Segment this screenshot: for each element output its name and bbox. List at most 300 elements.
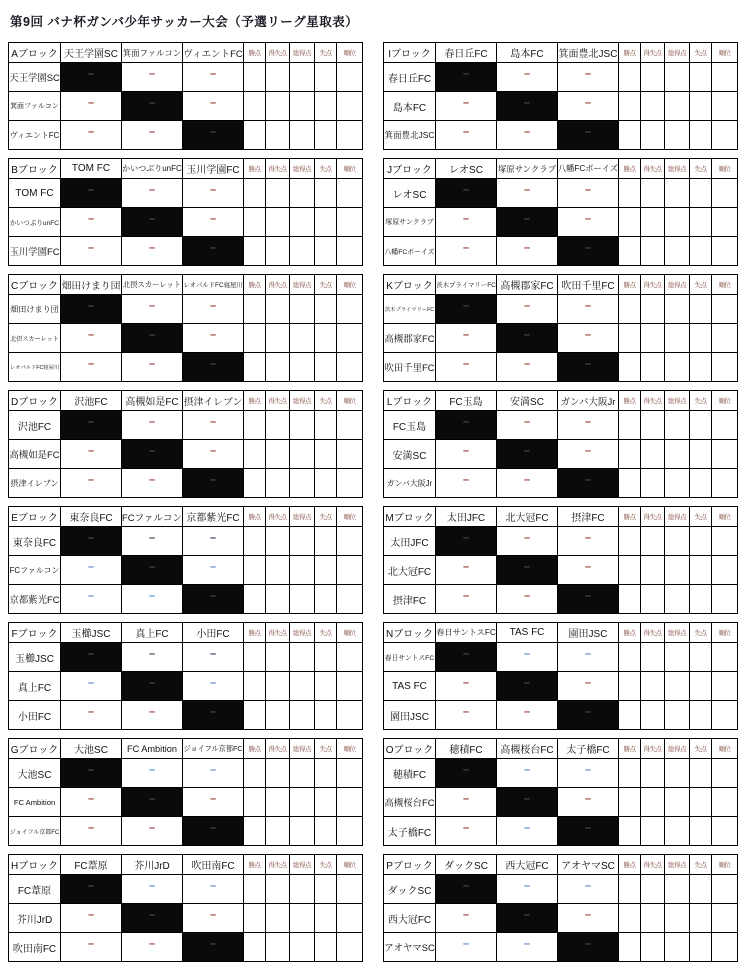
stat-value-cell bbox=[266, 527, 290, 556]
opponent-header: 安満SC bbox=[497, 391, 558, 411]
team-row bbox=[9, 933, 363, 962]
block-label: Eブロック bbox=[9, 507, 61, 527]
self-match-cell bbox=[122, 208, 183, 237]
unplayed-dash: – bbox=[462, 445, 470, 457]
stat-value-cell bbox=[619, 411, 641, 440]
stat-value-cell bbox=[337, 295, 363, 324]
block-label: Cブロック bbox=[9, 275, 61, 295]
stat-value-cell bbox=[337, 121, 363, 150]
result-cell bbox=[183, 759, 244, 788]
team-row-label: 東奈良FC bbox=[9, 527, 61, 556]
team-row-label: 八幡FCボーイズ bbox=[384, 237, 436, 266]
stat-value-cell bbox=[641, 759, 665, 788]
stat-header: 得失点 bbox=[266, 739, 290, 759]
block-table-P bbox=[383, 854, 738, 962]
self-match-cell bbox=[436, 875, 497, 904]
stat-value-cell bbox=[244, 585, 266, 614]
stat-header: 失点 bbox=[690, 159, 712, 179]
team-row-label: 太子橋FC bbox=[384, 817, 436, 846]
result-cell bbox=[61, 904, 122, 933]
stat-header: 失点 bbox=[690, 43, 712, 63]
stat-value-cell bbox=[244, 556, 266, 585]
team-row-label: 塚原サンクラブ bbox=[384, 208, 436, 237]
self-match-cell bbox=[61, 643, 122, 672]
stat-value-cell bbox=[712, 643, 738, 672]
team-row-label: 太田JFC bbox=[384, 527, 436, 556]
stat-value-cell bbox=[315, 208, 337, 237]
stat-value-cell bbox=[619, 295, 641, 324]
self-match-cell bbox=[497, 904, 558, 933]
stat-value-cell bbox=[665, 324, 690, 353]
stat-value-cell bbox=[690, 121, 712, 150]
stat-value-cell bbox=[712, 788, 738, 817]
stat-value-cell bbox=[690, 411, 712, 440]
opponent-header: 島本FC bbox=[497, 43, 558, 63]
stat-header: 失点 bbox=[690, 391, 712, 411]
opponent-header: 箕面豊北JSC bbox=[558, 43, 619, 63]
team-row-label: 園田JSC bbox=[384, 701, 436, 730]
unplayed-dash: – bbox=[584, 474, 592, 486]
stat-value-cell bbox=[690, 440, 712, 469]
team-row-label: FC Ambition bbox=[9, 788, 61, 817]
stat-header: 総得点 bbox=[290, 623, 315, 643]
result-cell bbox=[122, 411, 183, 440]
result-cell bbox=[497, 875, 558, 904]
result-cell bbox=[183, 295, 244, 324]
unplayed-dash: – bbox=[209, 648, 217, 660]
opponent-header: 芥川JrD bbox=[122, 855, 183, 875]
result-cell bbox=[122, 701, 183, 730]
opponent-header: 玉櫛JSC bbox=[61, 623, 122, 643]
stat-value-cell bbox=[244, 411, 266, 440]
stat-value-cell bbox=[665, 643, 690, 672]
team-row-label: 北大冠FC bbox=[384, 556, 436, 585]
team-row bbox=[9, 353, 363, 382]
unplayed-dash: – bbox=[148, 764, 156, 776]
self-match-cell bbox=[122, 92, 183, 121]
team-row bbox=[384, 527, 738, 556]
stat-header: 失点 bbox=[315, 391, 337, 411]
unplayed-dash: – bbox=[584, 126, 592, 138]
stat-value-cell bbox=[244, 788, 266, 817]
result-cell bbox=[558, 527, 619, 556]
stat-header: 勝点 bbox=[244, 275, 266, 295]
stat-value-cell bbox=[690, 92, 712, 121]
opponent-header: 吹田千里FC bbox=[558, 275, 619, 295]
result-cell bbox=[558, 643, 619, 672]
stat-header: 総得点 bbox=[290, 391, 315, 411]
stat-value-cell bbox=[712, 759, 738, 788]
stat-value-cell bbox=[315, 63, 337, 92]
team-row bbox=[384, 817, 738, 846]
unplayed-dash: – bbox=[209, 706, 217, 718]
unplayed-dash: – bbox=[523, 126, 531, 138]
stat-value-cell bbox=[641, 237, 665, 266]
stat-value-cell bbox=[665, 237, 690, 266]
stat-value-cell bbox=[665, 440, 690, 469]
self-match-cell bbox=[436, 643, 497, 672]
team-row-label: 北摂スカーレット bbox=[9, 324, 61, 353]
stat-header: 失点 bbox=[690, 739, 712, 759]
stat-value-cell bbox=[665, 208, 690, 237]
self-match-cell bbox=[558, 701, 619, 730]
self-match-cell bbox=[558, 353, 619, 382]
stat-value-cell bbox=[641, 701, 665, 730]
team-row bbox=[9, 469, 363, 498]
result-cell bbox=[61, 672, 122, 701]
self-match-cell bbox=[183, 585, 244, 614]
stat-value-cell bbox=[266, 440, 290, 469]
stat-value-cell bbox=[690, 353, 712, 382]
result-cell bbox=[436, 353, 497, 382]
unplayed-dash: – bbox=[584, 561, 592, 573]
stat-header: 総得点 bbox=[665, 159, 690, 179]
team-row-label: TOM FC bbox=[9, 179, 61, 208]
stat-header: 失点 bbox=[315, 43, 337, 63]
stat-value-cell bbox=[290, 759, 315, 788]
unplayed-dash: – bbox=[87, 97, 95, 109]
result-cell bbox=[436, 92, 497, 121]
unplayed-dash: – bbox=[87, 474, 95, 486]
stat-value-cell bbox=[244, 527, 266, 556]
block-table-M bbox=[383, 506, 738, 614]
stat-value-cell bbox=[290, 672, 315, 701]
stat-header: 総得点 bbox=[665, 739, 690, 759]
self-match-cell bbox=[497, 92, 558, 121]
stat-value-cell bbox=[266, 324, 290, 353]
stat-header: 失点 bbox=[690, 275, 712, 295]
team-row-label: レオパルドFC寝屋川 bbox=[9, 353, 61, 382]
unplayed-dash: – bbox=[584, 184, 592, 196]
self-match-cell bbox=[122, 904, 183, 933]
result-cell bbox=[183, 179, 244, 208]
result-cell bbox=[497, 817, 558, 846]
opponent-header: 八幡FCボーイズ bbox=[558, 159, 619, 179]
stat-value-cell bbox=[315, 469, 337, 498]
team-row-label: 摂津イレブン bbox=[9, 469, 61, 498]
stat-header: 勝点 bbox=[619, 507, 641, 527]
stat-value-cell bbox=[665, 92, 690, 121]
unplayed-dash: – bbox=[462, 126, 470, 138]
stat-value-cell bbox=[665, 701, 690, 730]
result-cell bbox=[183, 527, 244, 556]
unplayed-dash: – bbox=[462, 590, 470, 602]
stat-value-cell bbox=[712, 933, 738, 962]
result-cell bbox=[436, 237, 497, 266]
unplayed-dash: – bbox=[148, 97, 156, 109]
stat-value-cell bbox=[712, 92, 738, 121]
stat-value-cell bbox=[337, 440, 363, 469]
team-row-label: 玉川学園FC bbox=[9, 237, 61, 266]
stat-value-cell bbox=[619, 701, 641, 730]
stat-header: 得失点 bbox=[641, 159, 665, 179]
team-row bbox=[384, 759, 738, 788]
unplayed-dash: – bbox=[209, 300, 217, 312]
unplayed-dash: – bbox=[584, 300, 592, 312]
stat-value-cell bbox=[619, 672, 641, 701]
stat-value-cell bbox=[266, 92, 290, 121]
opponent-header: 北摂スカーレット bbox=[122, 275, 183, 295]
unplayed-dash: – bbox=[523, 764, 531, 776]
opponent-header: 畑田けまり団 bbox=[61, 275, 122, 295]
unplayed-dash: – bbox=[523, 561, 531, 573]
result-cell bbox=[558, 904, 619, 933]
stat-header: 失点 bbox=[690, 507, 712, 527]
result-cell bbox=[436, 324, 497, 353]
stat-value-cell bbox=[337, 933, 363, 962]
stat-header: 順位 bbox=[337, 43, 363, 63]
stat-header: 総得点 bbox=[665, 623, 690, 643]
stat-value-cell bbox=[619, 208, 641, 237]
unplayed-dash: – bbox=[462, 880, 470, 892]
block-table-E bbox=[8, 506, 363, 614]
unplayed-dash: – bbox=[523, 474, 531, 486]
result-cell bbox=[183, 411, 244, 440]
unplayed-dash: – bbox=[209, 822, 217, 834]
team-row bbox=[9, 556, 363, 585]
result-cell bbox=[558, 92, 619, 121]
self-match-cell bbox=[497, 208, 558, 237]
stat-header: 順位 bbox=[337, 159, 363, 179]
stat-header: 順位 bbox=[712, 43, 738, 63]
stat-header: 得失点 bbox=[641, 507, 665, 527]
team-row-label: かいつぶりunFC bbox=[9, 208, 61, 237]
self-match-cell bbox=[183, 237, 244, 266]
stat-value-cell bbox=[619, 324, 641, 353]
stat-header: 総得点 bbox=[290, 855, 315, 875]
result-cell bbox=[436, 469, 497, 498]
result-cell bbox=[436, 817, 497, 846]
opponent-header: レオパルドFC寝屋川 bbox=[183, 275, 244, 295]
team-row-label: 高槻桜台FC bbox=[384, 788, 436, 817]
stat-value-cell bbox=[641, 121, 665, 150]
stat-value-cell bbox=[665, 875, 690, 904]
stat-header: 順位 bbox=[712, 623, 738, 643]
unplayed-dash: – bbox=[87, 68, 95, 80]
result-cell bbox=[61, 701, 122, 730]
self-match-cell bbox=[436, 527, 497, 556]
stat-value-cell bbox=[315, 701, 337, 730]
opponent-header: TOM FC bbox=[61, 159, 122, 179]
stat-value-cell bbox=[665, 411, 690, 440]
self-match-cell bbox=[497, 324, 558, 353]
stat-value-cell bbox=[641, 440, 665, 469]
stat-value-cell bbox=[712, 208, 738, 237]
stat-value-cell bbox=[665, 556, 690, 585]
stat-value-cell bbox=[244, 208, 266, 237]
stat-value-cell bbox=[315, 933, 337, 962]
unplayed-dash: – bbox=[584, 445, 592, 457]
stat-value-cell bbox=[712, 875, 738, 904]
block-table-K bbox=[383, 274, 738, 382]
stat-header: 失点 bbox=[315, 507, 337, 527]
unplayed-dash: – bbox=[523, 97, 531, 109]
unplayed-dash: – bbox=[462, 677, 470, 689]
team-row-label: 箕面ファルコン bbox=[9, 92, 61, 121]
stat-value-cell bbox=[712, 63, 738, 92]
result-cell bbox=[61, 92, 122, 121]
stat-value-cell bbox=[690, 237, 712, 266]
stat-value-cell bbox=[641, 208, 665, 237]
stat-value-cell bbox=[619, 585, 641, 614]
unplayed-dash: – bbox=[584, 68, 592, 80]
stat-value-cell bbox=[244, 440, 266, 469]
team-row-label: ジョイフル京都FC bbox=[9, 817, 61, 846]
block-label: Oブロック bbox=[384, 739, 436, 759]
unplayed-dash: – bbox=[523, 793, 531, 805]
stat-value-cell bbox=[665, 121, 690, 150]
stat-header: 失点 bbox=[315, 275, 337, 295]
unplayed-dash: – bbox=[462, 909, 470, 921]
stat-value-cell bbox=[712, 701, 738, 730]
team-row bbox=[9, 788, 363, 817]
result-cell bbox=[558, 411, 619, 440]
stat-value-cell bbox=[315, 179, 337, 208]
unplayed-dash: – bbox=[523, 648, 531, 660]
stat-value-cell bbox=[337, 643, 363, 672]
unplayed-dash: – bbox=[523, 445, 531, 457]
stat-header: 得失点 bbox=[641, 275, 665, 295]
unplayed-dash: – bbox=[584, 532, 592, 544]
unplayed-dash: – bbox=[584, 677, 592, 689]
opponent-header: アオヤマSC bbox=[558, 855, 619, 875]
stat-header: 順位 bbox=[337, 275, 363, 295]
stat-value-cell bbox=[641, 295, 665, 324]
opponent-header: FC玉島 bbox=[436, 391, 497, 411]
blocks-grid bbox=[8, 42, 748, 970]
result-cell bbox=[558, 63, 619, 92]
team-row bbox=[9, 672, 363, 701]
team-row-label: 京都紫光FC bbox=[9, 585, 61, 614]
unplayed-dash: – bbox=[584, 358, 592, 370]
stat-value-cell bbox=[619, 469, 641, 498]
block-label: Mブロック bbox=[384, 507, 436, 527]
opponent-header: 真上FC bbox=[122, 623, 183, 643]
opponent-header: 園田JSC bbox=[558, 623, 619, 643]
self-match-cell bbox=[497, 440, 558, 469]
stat-header: 得失点 bbox=[266, 43, 290, 63]
team-row-label: ダックSC bbox=[384, 875, 436, 904]
result-cell bbox=[61, 121, 122, 150]
unplayed-dash: – bbox=[87, 880, 95, 892]
block-table-H bbox=[8, 854, 363, 962]
stat-header: 勝点 bbox=[244, 159, 266, 179]
unplayed-dash: – bbox=[462, 648, 470, 660]
stat-value-cell bbox=[244, 92, 266, 121]
stat-header: 勝点 bbox=[619, 391, 641, 411]
unplayed-dash: – bbox=[148, 213, 156, 225]
stat-value-cell bbox=[337, 904, 363, 933]
self-match-cell bbox=[61, 759, 122, 788]
team-row bbox=[9, 585, 363, 614]
unplayed-dash: – bbox=[148, 793, 156, 805]
unplayed-dash: – bbox=[209, 532, 217, 544]
opponent-header: 西大冠FC bbox=[497, 855, 558, 875]
stat-header: 順位 bbox=[712, 159, 738, 179]
stat-value-cell bbox=[665, 585, 690, 614]
stat-value-cell bbox=[641, 469, 665, 498]
block-table-A bbox=[8, 42, 363, 150]
unplayed-dash: – bbox=[209, 764, 217, 776]
result-cell bbox=[183, 788, 244, 817]
unplayed-dash: – bbox=[462, 706, 470, 718]
self-match-cell bbox=[558, 585, 619, 614]
team-row bbox=[384, 788, 738, 817]
stat-header: 得失点 bbox=[641, 623, 665, 643]
team-row bbox=[9, 817, 363, 846]
stat-value-cell bbox=[290, 295, 315, 324]
stat-value-cell bbox=[712, 353, 738, 382]
unplayed-dash: – bbox=[584, 880, 592, 892]
stat-value-cell bbox=[337, 701, 363, 730]
result-cell bbox=[436, 208, 497, 237]
unplayed-dash: – bbox=[584, 909, 592, 921]
stat-header: 総得点 bbox=[290, 739, 315, 759]
stat-value-cell bbox=[641, 585, 665, 614]
stat-header: 総得点 bbox=[665, 507, 690, 527]
unplayed-dash: – bbox=[462, 213, 470, 225]
result-cell bbox=[497, 121, 558, 150]
stat-value-cell bbox=[712, 904, 738, 933]
result-cell bbox=[497, 411, 558, 440]
unplayed-dash: – bbox=[462, 561, 470, 573]
result-cell bbox=[558, 179, 619, 208]
stat-header: 失点 bbox=[690, 623, 712, 643]
result-cell bbox=[558, 788, 619, 817]
result-cell bbox=[497, 585, 558, 614]
opponent-header: 摂津イレブン bbox=[183, 391, 244, 411]
stat-header: 順位 bbox=[337, 739, 363, 759]
result-cell bbox=[436, 440, 497, 469]
unplayed-dash: – bbox=[523, 532, 531, 544]
unplayed-dash: – bbox=[148, 242, 156, 254]
stat-header: 勝点 bbox=[244, 739, 266, 759]
unplayed-dash: – bbox=[523, 242, 531, 254]
team-row bbox=[384, 237, 738, 266]
stat-value-cell bbox=[315, 672, 337, 701]
result-cell bbox=[436, 904, 497, 933]
team-row-label: FCファルコン bbox=[9, 556, 61, 585]
result-cell bbox=[61, 817, 122, 846]
stat-value-cell bbox=[315, 237, 337, 266]
stat-value-cell bbox=[690, 179, 712, 208]
unplayed-dash: – bbox=[87, 416, 95, 428]
self-match-cell bbox=[497, 556, 558, 585]
team-row-label: 高槻如是FC bbox=[9, 440, 61, 469]
stat-header: 総得点 bbox=[665, 855, 690, 875]
stat-value-cell bbox=[266, 817, 290, 846]
stat-value-cell bbox=[641, 817, 665, 846]
result-cell bbox=[436, 788, 497, 817]
stat-header: 順位 bbox=[337, 391, 363, 411]
unplayed-dash: – bbox=[87, 909, 95, 921]
unplayed-dash: – bbox=[87, 213, 95, 225]
opponent-header: 茨木プライマリーFC bbox=[436, 275, 497, 295]
result-cell bbox=[497, 63, 558, 92]
unplayed-dash: – bbox=[148, 126, 156, 138]
unplayed-dash: – bbox=[209, 880, 217, 892]
stat-header: 総得点 bbox=[290, 507, 315, 527]
block-label: Iブロック bbox=[384, 43, 436, 63]
stat-value-cell bbox=[315, 875, 337, 904]
unplayed-dash: – bbox=[523, 184, 531, 196]
result-cell bbox=[497, 527, 558, 556]
team-row bbox=[9, 237, 363, 266]
unplayed-dash: – bbox=[523, 329, 531, 341]
team-row bbox=[9, 63, 363, 92]
stat-value-cell bbox=[337, 759, 363, 788]
stat-value-cell bbox=[619, 121, 641, 150]
